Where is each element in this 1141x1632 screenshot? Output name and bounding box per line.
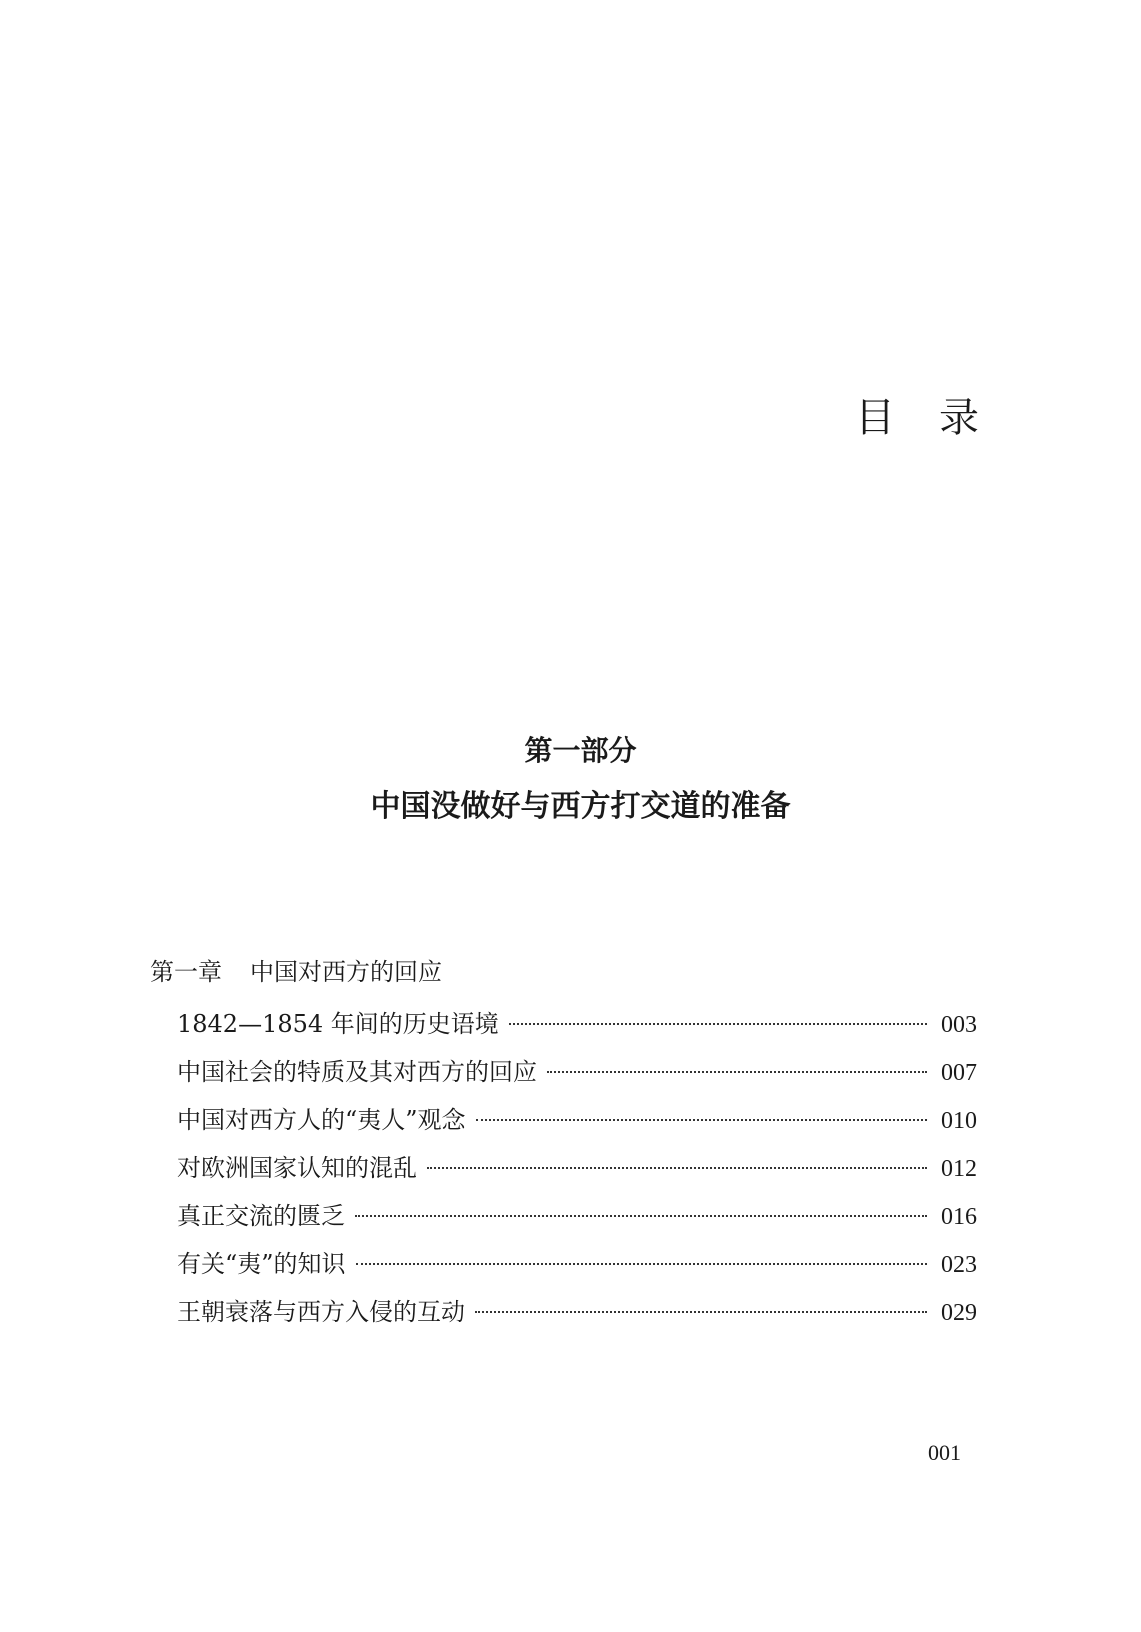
toc-entry-list [177, 1000, 977, 1336]
chapter-heading [150, 960, 442, 984]
part-title: 中国没做好与西方打交道的准备 [370, 789, 791, 824]
dot-leader [427, 1167, 927, 1169]
toc-entry[interactable] [177, 1288, 977, 1336]
toc-entry[interactable] [177, 1048, 977, 1096]
dot-leader [355, 1215, 927, 1217]
toc-entry-title: 1842—1854 年间的历史语境 [177, 1010, 499, 1038]
toc-entry[interactable] [177, 1000, 977, 1048]
dot-leader [509, 1023, 927, 1025]
footer-page-number: 001 [928, 1440, 961, 1465]
dot-leader [475, 1311, 927, 1313]
dot-leader [356, 1263, 927, 1265]
dot-leader [476, 1119, 927, 1121]
toc-entry-page: 003 [941, 1012, 977, 1038]
part-label: 第一部分 [524, 734, 637, 767]
toc-entry-title: 王朝衰落与西方入侵的互动 [177, 1298, 465, 1326]
dot-leader [547, 1071, 927, 1073]
toc-entry[interactable] [177, 1192, 977, 1240]
toc-entry-title: 中国对西方人的“夷人”观念 [177, 1106, 466, 1134]
toc-entry-title: 有关“夷”的知识 [177, 1250, 346, 1278]
toc-entry[interactable] [177, 1144, 977, 1192]
toc-entry[interactable] [177, 1096, 977, 1144]
toc-entry-page: 029 [941, 1300, 977, 1326]
toc-entry-page: 012 [941, 1156, 977, 1182]
toc-entry-page: 007 [941, 1060, 977, 1086]
toc-entry-page: 010 [941, 1108, 977, 1134]
toc-entry-page: 023 [941, 1252, 977, 1278]
toc-entry-title: 真正交流的匮乏 [177, 1202, 345, 1230]
toc-entry-title: 对欧洲国家认知的混乱 [177, 1154, 417, 1182]
toc-entry-title: 中国社会的特质及其对西方的回应 [177, 1058, 537, 1086]
chapter-number: 第一章 [150, 958, 222, 986]
toc-title: 目录 [855, 395, 1023, 441]
toc-entry[interactable] [177, 1240, 977, 1288]
toc-entry-page: 016 [941, 1204, 977, 1230]
chapter-title: 中国对西方的回应 [250, 958, 442, 986]
